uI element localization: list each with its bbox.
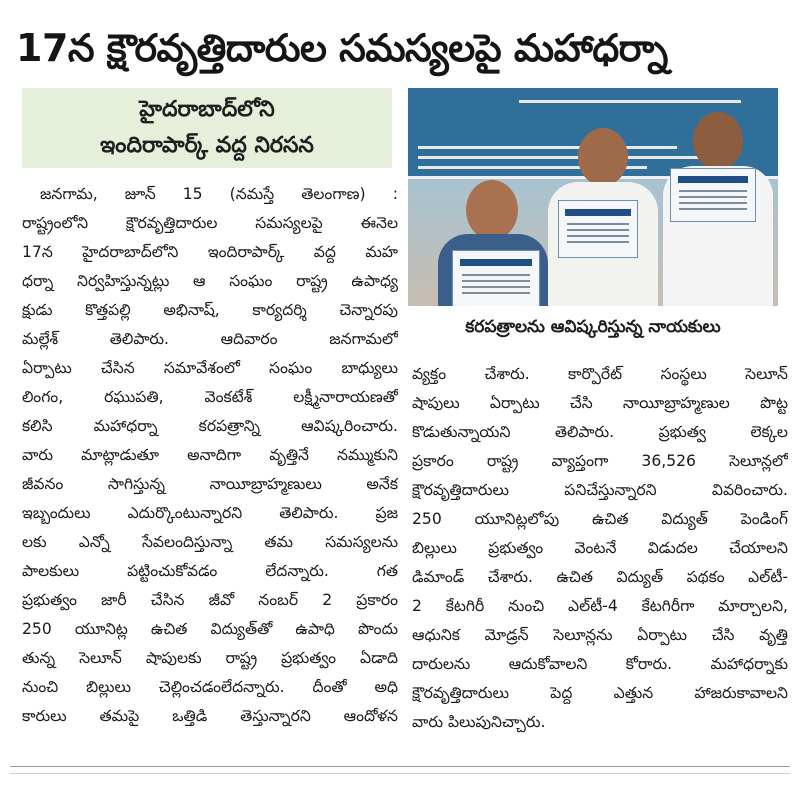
article-line: మల్లేశ్ తెలిపారు. ఆదివారం జనగామలో xyxy=(22,330,398,348)
article-line: రాష్ట్రంలోని క్షౌరవృత్తిదారుల సమస్యలపై ఈనెల xyxy=(22,214,398,232)
headline: 17న క్షౌరవృత్తిదారుల సమస్యలపై మహాధర్నా xyxy=(16,26,668,70)
article-line: 250 యూనిట్ల ఉచిత విద్యుత్‌తో ఉపాధి పొందు xyxy=(22,620,398,638)
article-line: ప్రకారం రాష్ట్ర వ్యాప్తంగా 36,526 సెలూన్లలో xyxy=(412,452,788,470)
article-left-column xyxy=(22,180,398,731)
article-line: క్షౌరవృత్తిదారులు పనిచేస్తున్నారని వివరించారు. xyxy=(412,481,788,499)
article-line: క్షౌరవృత్తిదారులు పెద్ద ఎత్తున హాజరుకావాలని xyxy=(412,684,788,702)
pamphlet-right xyxy=(670,168,756,222)
article-line: దారులను ఆదుకోవాలని కోరారు. మహాధర్నాకు xyxy=(412,655,788,673)
article-line: నుంచి బిల్లులు చెల్లించడంలేదన్నారు. దీంతో అధి xyxy=(22,678,398,696)
article-right-column xyxy=(412,360,788,737)
article-line: కొడుతున్నాయని తెలిపారు. ప్రభుత్వ లెక్కల xyxy=(412,423,788,441)
article-line: ప్రభుత్వం జారీ చేసిన జీవో నంబర్ 2 ప్రకారం xyxy=(22,591,398,609)
article-line: వ్యక్తం చేశారు. కార్పొరేట్ సంస్థలు సెలూన్ xyxy=(412,365,788,383)
article-line: ఏర్పాటు చేసిన సమావేశంలో సంఘం బాధ్యులు xyxy=(22,359,398,377)
subheadline-box xyxy=(22,88,392,168)
article-line: బిల్లులు ప్రభుత్వం వెంటనే విడుదల చేయాలని xyxy=(412,539,788,557)
article-line: జనగామ, జూన్ 15 (నమస్తే తెలంగాణ) : xyxy=(40,185,398,203)
article-line: లింగం, రఘుపతి, వెంకటేశ్ లక్ష్మీనారాయణతో xyxy=(22,388,398,406)
article-line: ఇబ్బందులు ఎదుర్కొంటున్నారని తెలిపారు. ప్రజ xyxy=(22,504,398,522)
article-line: వారు మాట్లాడుతూ అనాదిగా వృత్తినే నమ్ముకుని xyxy=(22,446,398,464)
subheadline-line-2: ఇందిరాపార్క్ వద్ద నిరసన xyxy=(100,133,314,158)
article-line: షాపులు ఏర్పాటు చేసి నాయీబ్రాహ్మణుల పొట్ట xyxy=(412,394,788,412)
article-line: ఆధునిక మోడ్రన్ సెలూన్లను ఏర్పాటు చేసి వృత్తి xyxy=(412,626,788,644)
article-line: లకు ఎన్నో సేవలందిస్తున్నా తమ సమస్యలను xyxy=(22,533,398,551)
article-line: ధర్నా నిర్వహిస్తున్నట్లు ఆ సంఘం రాష్ట్ర ఉపాధ్య xyxy=(22,272,398,290)
article-line: కారులు తమపై ఒత్తిడి తెస్తున్నారని ఆందోళన xyxy=(22,707,398,725)
article-line: 2 కేటగిరీ నుంచి ఎల్‌టీ-4 కేటగిరీగా మార్చాలని, xyxy=(412,597,788,615)
article-line: క్షుడు కొత్తపల్లి అభినాష్, కార్యదర్శి చెన్నారపు xyxy=(22,301,398,319)
bottom-divider xyxy=(10,766,790,774)
pamphlet-left xyxy=(452,250,540,306)
article-line: పాలకులు పట్టించుకోవడం లేదన్నారు. గత xyxy=(22,562,398,580)
article-line: డిమాండ్ చేశారు. ఉచిత విద్యుత్ పథకం ఎల్‌టీ- xyxy=(412,568,788,586)
people-holding-pamphlets-photo xyxy=(408,88,778,306)
article-line: 17న హైదరాబాద్‌లోని ఇందిరాపార్క్ వద్ద మహ xyxy=(22,243,398,261)
article-line: 250 యూనిట్లలోపు ఉచిత విద్యుత్ పెండింగ్ xyxy=(412,510,788,528)
pamphlet-middle xyxy=(558,200,638,258)
article-line: కలిసి మహాధర్నా కరపత్రాన్ని ఆవిష్కరించారు. xyxy=(22,417,398,435)
photo-caption: కరపత్రాలను ఆవిష్కరిస్తున్న నాయకులు xyxy=(465,317,721,337)
article-line: వారు పిలుపునిచ్చారు. xyxy=(412,713,546,731)
subheadline-line-1: హైదరాబాద్‌లోని xyxy=(139,97,275,122)
article-line: జీవనం సాగిస్తున్న నాయీబ్రాహ్మణులు అనేక xyxy=(22,475,398,493)
article-line: తున్న సెలూన్ షాపులకు రాష్ట్ర ప్రభుత్వం ఏడాది xyxy=(22,649,398,667)
